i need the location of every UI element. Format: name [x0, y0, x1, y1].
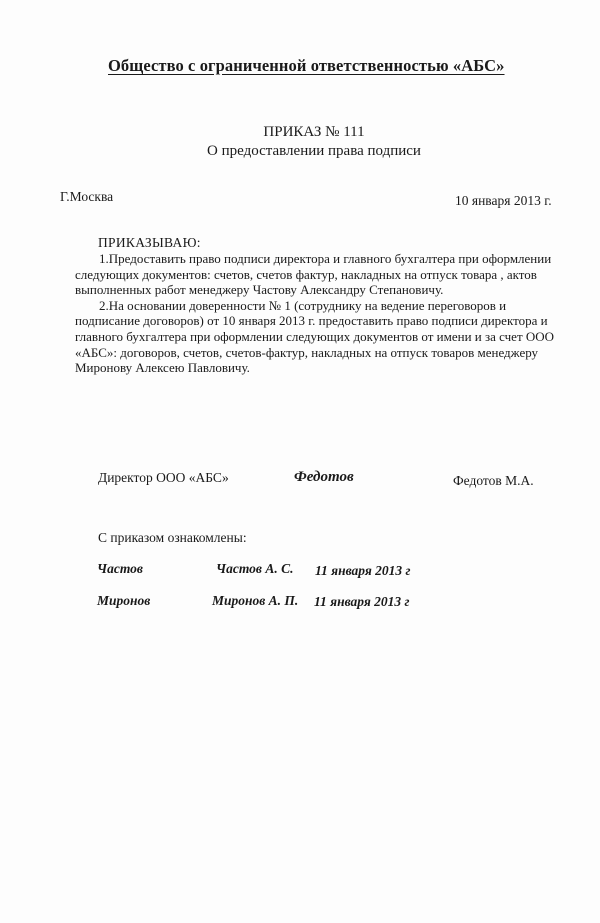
order-title: ПРИКАЗ № 111 [263, 124, 365, 140]
employee-name: Миронов А. П. [212, 593, 299, 608]
director-title: Директор ООО «АБС» [98, 470, 229, 485]
body-line: подписание договоров) от 10 января 2013 г. предоставить право подписи директора и [75, 313, 548, 329]
body-line: 1.Предоставить право подписи директора и главного бухгалтера при оформлении [99, 251, 552, 266]
director-signature: Федотов [294, 469, 354, 485]
director-name: Федотов М.А. [453, 473, 534, 488]
employee-signature: Миронов [97, 593, 151, 608]
city: Г.Москва [60, 189, 114, 204]
body-line: выполненных работ менеджеру Частову Александру Степановичу. [75, 282, 444, 298]
company-header: Общество с ограниченной ответственностью «АБС» [108, 56, 505, 75]
body-line: 2.На основании доверенности № 1 (сотруднику на ведение переговоров и [99, 297, 507, 313]
acquainted-label: С приказом ознакомлены: [98, 530, 247, 545]
employee-signature: Частов [97, 561, 143, 576]
order-subject: О предоставлении права подписи [207, 143, 421, 159]
order-date: 10 января 2013 г. [455, 193, 552, 208]
body-line: «АБС»: договоров, счетов, счетов-фактур, накладных на отпуск товаров менеджеру [75, 344, 539, 360]
acquaint-date: 11 января 2013 г [314, 594, 410, 609]
body-line: главного бухгалтера при оформлении следующих документов от имени и за счет ООО [75, 328, 555, 344]
order-body [75, 251, 575, 376]
orders-word: ПРИКАЗЫВАЮ: [98, 235, 201, 250]
employee-name: Частов А. С. [216, 561, 294, 576]
body-line: Миронову Алексею Павловичу. [75, 360, 250, 376]
body-line: следующих документов: счетов, счетов фактур, накладных на отпуск товара , актов [75, 266, 537, 282]
acquaint-date: 11 января 2013 г [315, 563, 411, 578]
